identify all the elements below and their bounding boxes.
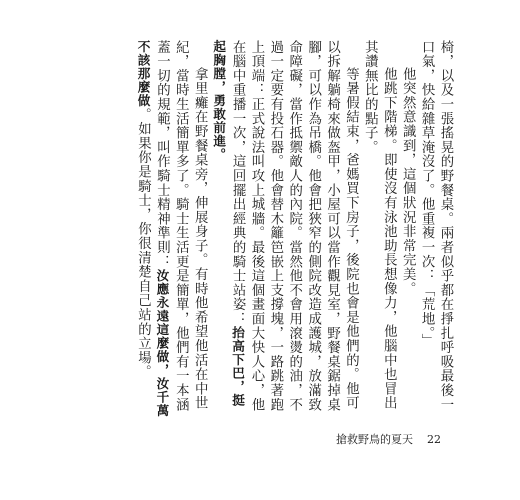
- page-footer: [336, 431, 441, 447]
- emphasized-text: 抬高下巴，挺起胸膛，勇敢前進。: [211, 40, 246, 407]
- paragraph: [416, 40, 454, 420]
- text-segment: 他跳下階梯。即使沒有泳池助長想像力，他腦中也冒出其讚無比的點子。: [362, 40, 397, 410]
- paragraph: [359, 40, 397, 420]
- text-segment: 他突然意識到，這個狀況非常完美。: [400, 66, 416, 296]
- emphasized-text: 汝應永遠這麼做，汝千萬不該那麼做: [135, 40, 170, 418]
- body-text: [134, 40, 454, 420]
- paragraph: [133, 40, 209, 420]
- page-number: 22: [427, 433, 441, 446]
- text-segment: 椅，以及一張搖晃的野餐桌。兩者似乎都在掙扎呼吸最後一口氣，快給雜草淹沒了。他重複一次：「荒地。」: [419, 40, 453, 412]
- paragraph: [397, 40, 416, 420]
- paragraph: [208, 40, 359, 420]
- book-title: 搶救野鳥的夏天: [336, 433, 413, 446]
- text-segment: 拿里癱在野餐桌旁，伸展身子。有時他希望他活在中世紀，當時生活簡單多了。騎士生活更是簡單，他們有一本涵蓋一切的規範，叫作騎士精神準則：: [154, 40, 208, 412]
- text-segment: 等暑假結束，爸媽買下房子，後院也會是他們的。他可以拆解躺椅來做盔甲，小屋可以當作觀見室，野餐桌鋸掉桌腳，可以作為吊橋。他會把狹窄的側院改造成護城，放滿致命障礙，當作抵禦敵人的內院。當然他不會用滾燙的油，不過一定要有投石器。他會替木籬笆嵌上支撐塊，一路跳著跑上頂端：正式說法叫攻上城牆。最後這個畫面大快人心，他在腦中重播一次，這回擺出經典的騎士站姿：: [230, 40, 359, 412]
- text-segment: 。如果你是騎士，你很清楚自己站的立場。: [135, 107, 151, 380]
